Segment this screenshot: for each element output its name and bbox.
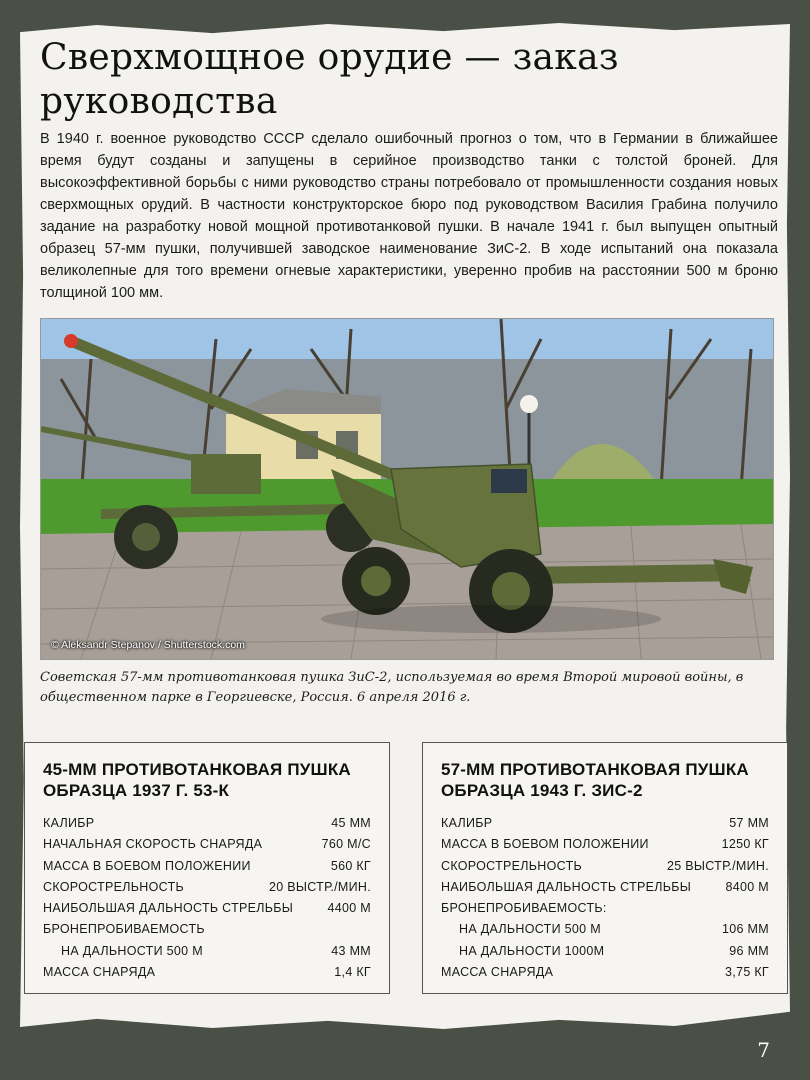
spec-row (43, 834, 371, 855)
spec-label: МАССА СНАРЯДА (441, 965, 554, 980)
gun-illustration (41, 319, 773, 659)
spec-label: НАЧАЛЬНАЯ СКОРОСТЬ СНАРЯДА (43, 837, 263, 852)
spec-box-zis2 (422, 742, 788, 994)
spec-value: 560 КГ (330, 858, 371, 873)
spec-value: 4400 М (327, 901, 371, 916)
spec-label: НАИБОЛЬШАЯ ДАЛЬНОСТЬ СТРЕЛЬБЫ (43, 901, 294, 916)
spec-label: БРОНЕПРОБИВАЕМОСТЬ: (441, 901, 607, 916)
spec-label: НА ДАЛЬНОСТИ 500 М (459, 922, 601, 937)
spec-value: 760 М/С (321, 837, 371, 852)
spec-row (43, 877, 371, 898)
spec-row (441, 834, 769, 855)
spec-value: 1,4 КГ (334, 965, 371, 980)
spec-label: СКОРОСТРЕЛЬНОСТЬ (43, 879, 185, 894)
spec-row (43, 813, 371, 834)
page-number: 7 (757, 1038, 770, 1062)
spec-box-53k (24, 742, 390, 994)
spec-label: КАЛИБР (441, 816, 493, 830)
intro-paragraph: В 1940 г. военное руководство СССР сделало ошибочный прогноз о том, что в Германии в ближайшее время будут созданы и запущены в серийное производство танки с толстой броней. Для высокоэффективной борьбы с ними руководство страны потребовало от промышленности создания новых сверхмощных орудий. В частности конструкторское бюро под руководством Василия Грабина получило задание на разработку новой мощной противотанковой пушки. В начале 1941 г. был выпущен опытный образец 57-мм пушки, получившей заводское наименование ЗиС-2. В ходе испытаний она показала великолепные для того времени огневые характеристики, уверенно пробив на расстоянии 500 м броню толщиной 100 мм. (40, 131, 778, 301)
spec-row (441, 856, 769, 877)
spec-label: НА ДАЛЬНОСТИ 1000М (459, 943, 605, 958)
spec-label: МАССА В БОЕВОМ ПОЛОЖЕНИИ (441, 837, 649, 852)
spec-value: 1250 КГ (721, 837, 769, 852)
spec-value: 106 ММ (722, 922, 769, 937)
spec-value: 96 ММ (729, 943, 769, 958)
spec-value: 57 ММ (729, 816, 769, 830)
spec-value: 8400 М (725, 879, 769, 894)
lamp-globe (520, 395, 538, 413)
spec-label: СКОРОСТРЕЛЬНОСТЬ (441, 858, 583, 873)
photo-credit: © Aleksandr Stepanov / Shutterstock.com (51, 639, 245, 651)
spec-value: 20 ВЫСТР./МИН. (268, 879, 371, 894)
spec-label: БРОНЕПРОБИВАЕМОСТЬ (43, 922, 205, 937)
photo-zis2-gun (40, 318, 774, 660)
spec-row (43, 962, 371, 983)
spec-label: МАССА В БОЕВОМ ПОЛОЖЕНИИ (43, 858, 251, 873)
photo-caption: Советская 57-мм противотанковая пушка ЗиС-2, используемая во время Второй мировой войны, в общественном парке в Георгиевске, Россия. 6 апреля 2016 г. (40, 670, 744, 705)
spec-label: МАССА СНАРЯДА (43, 965, 156, 980)
spec-row (43, 941, 371, 962)
spec-row (441, 962, 769, 983)
spec-value: 43 ММ (331, 943, 371, 958)
spec-value: 45 ММ (331, 816, 371, 830)
muzzle-cap (64, 334, 78, 348)
spec-title: 57-ММ ПРОТИВОТАНКОВАЯ ПУШКА ОБРАЗЦА 1943 Г. ЗИС-2 (441, 760, 749, 800)
spec-label: КАЛИБР (43, 816, 95, 830)
info-plaque (491, 469, 527, 493)
spec-row (43, 898, 371, 919)
spec-row (43, 856, 371, 877)
spec-label: НА ДАЛЬНОСТИ 500 М (61, 943, 203, 958)
spec-value: 3,75 КГ (725, 965, 769, 980)
spec-row (441, 919, 769, 940)
spec-value: 25 ВЫСТР./МИН. (666, 858, 769, 873)
spec-row (441, 877, 769, 898)
spec-row (441, 898, 769, 919)
spec-row (441, 941, 769, 962)
page-title: Сверхмощное орудие — заказ руководства (40, 37, 619, 122)
spec-row (441, 813, 769, 834)
spec-row (43, 919, 371, 940)
spec-title: 45-ММ ПРОТИВОТАНКОВАЯ ПУШКА ОБРАЗЦА 1937 Г. 53-К (43, 760, 351, 800)
spec-label: НАИБОЛЬШАЯ ДАЛЬНОСТЬ СТРЕЛЬБЫ (441, 879, 692, 894)
